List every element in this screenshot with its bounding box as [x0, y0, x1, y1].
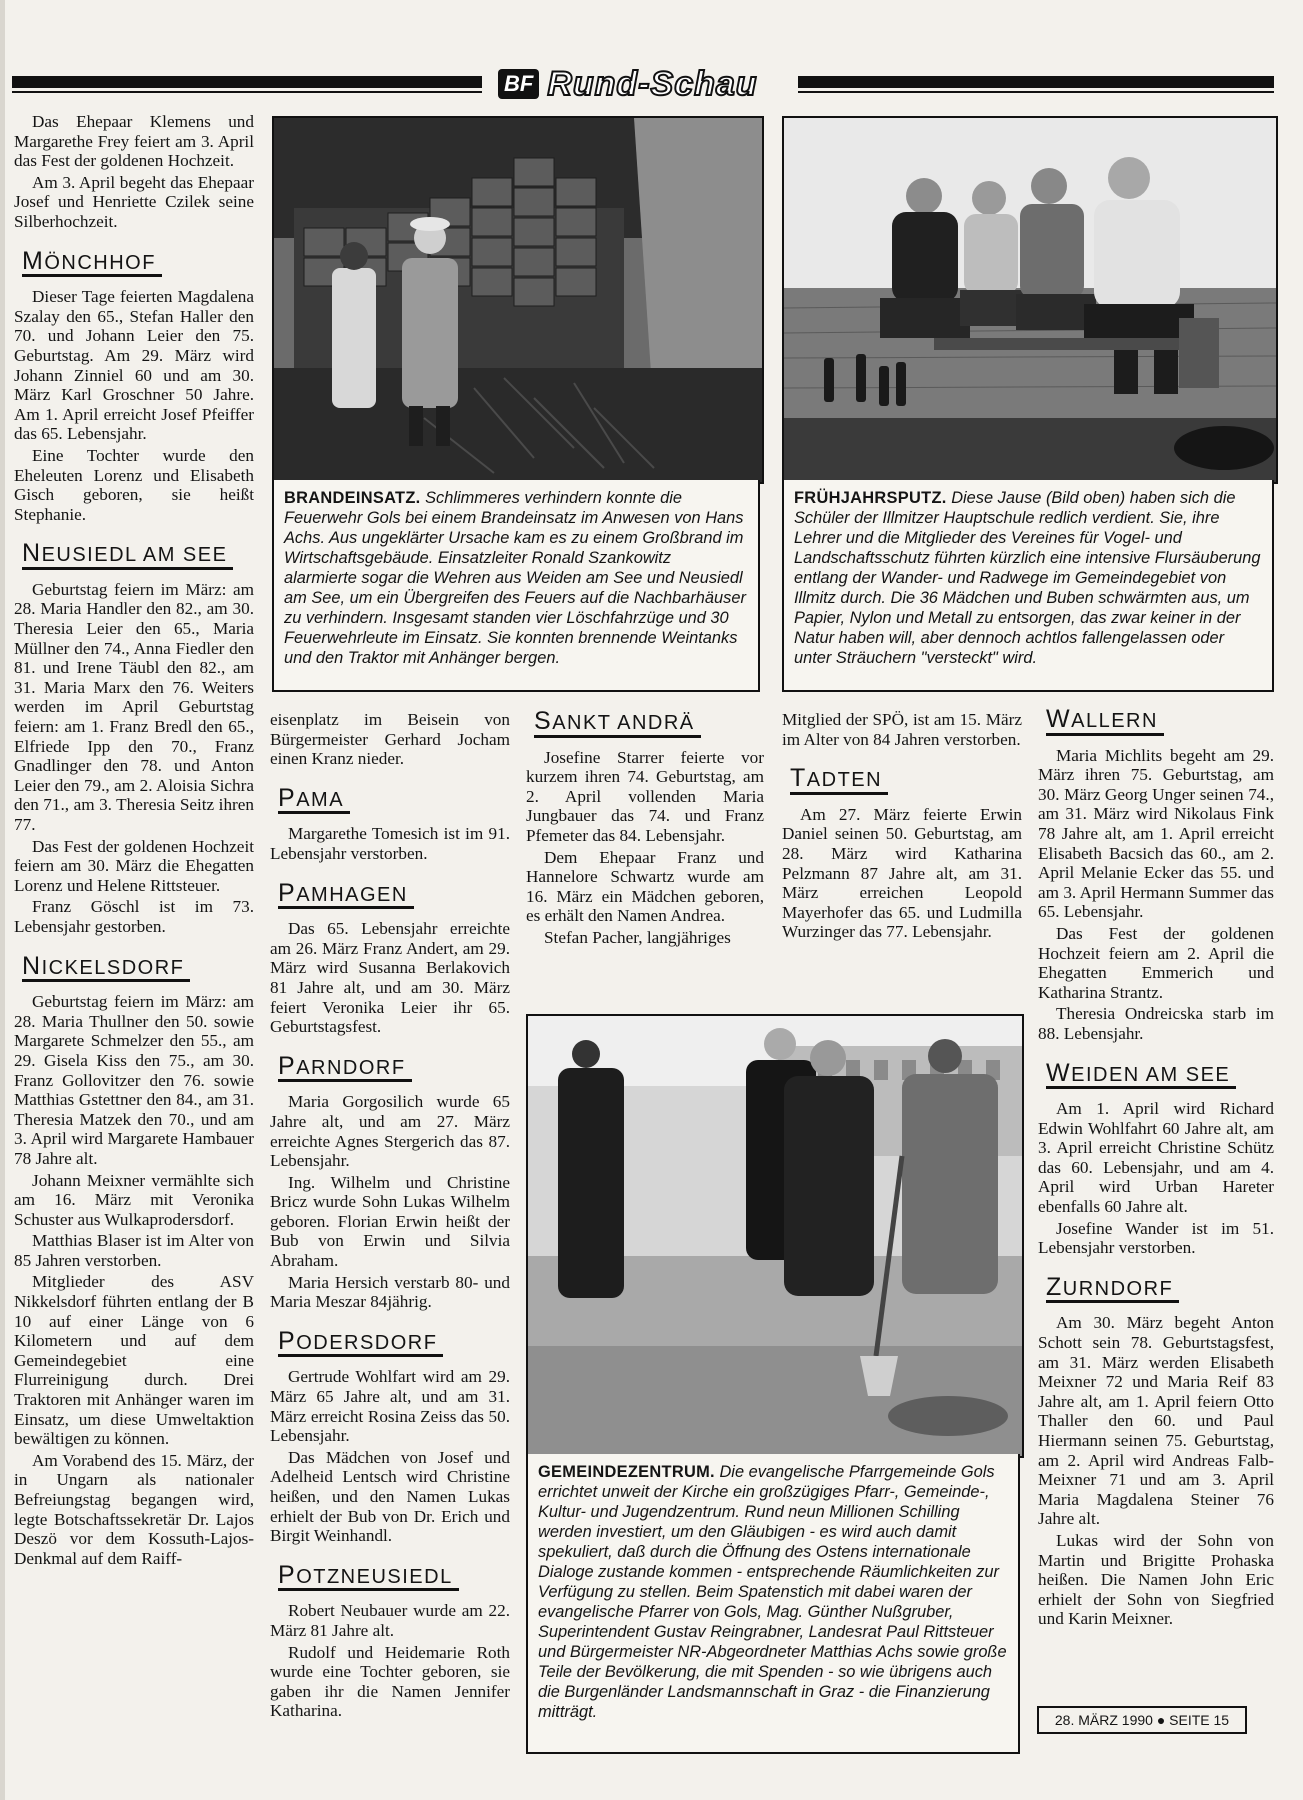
- photo-gemeindezentrum: [526, 1014, 1024, 1458]
- article-text: Maria Gorgosilich wurde 65 Jahre alt, und am 27. März erreichte Agnes Stergerich das 87. Lebensjahr.: [270, 1092, 510, 1171]
- article-text: Ing. Wilhelm und Christine Bricz wurde Sohn Lukas Wilhelm geboren. Florian Erwin heißt der Bub von Erwin und Silvia Abraham.: [270, 1172, 510, 1271]
- section-heading-wallern: WALLERN: [1046, 710, 1164, 736]
- section-heading-pama: PAMA: [278, 789, 350, 815]
- caption-text: Die evangelische Pfarrgemeinde Gols errichtet unweit der Kirche ein großzügiges Pfarr-, Gemeinde-, Kultur- und Jugendzentrum. Rund neun Millionen Schilling werden investiert, um den Gläubigen - es wird auch damit spekuliert, daß durch die Öffnung des Ostens internationale Dialoge zustande kommen - entsprechende Räumlichkeiten zur Verfügung zu stellen. Beim Spatenstich mit dabei waren der evangelische Pfarrer von Gols, Mag. Günther Nußgruber, Superintendent Gustav Reingrabner, Landesrat Paul Rittsteuer und Bürgermeister NR-Abgeordneter Matthias Achs sowie große Teile der Bevölkerung, die mit Spenden - so wie übrigens auch die Burgenländer Landsmannschaft in Graz - die Finanzierung mitträgt.: [538, 1463, 1007, 1721]
- article-text: Franz Göschl ist im 73. Lebensjahr gestorben.: [14, 897, 254, 936]
- column-4: [782, 710, 1022, 944]
- article-text: Maria Michlits begeht am 29. März ihren 75. Geburtstag, am 30. März Georg Unger seinen 74., am 31. März wird Nikolaus Fink 78 Jahre alt, am 1. April erreicht Elisabeth Bacsich das 60., am 2. April Melanie Ecker das 55. und am 3. April Hermann Summer das 65. Lebensjahr.: [1038, 745, 1274, 922]
- page-footer: 28. MÄRZ 1990 ● SEITE 15: [1037, 1706, 1247, 1734]
- logo-mark: BF: [498, 69, 539, 99]
- section-heading-neusiedl: NEUSIEDL AM SEE: [22, 544, 233, 570]
- article-text: Am 1. April wird Richard Edwin Wohlfahrt 60 Jahre alt, am 3. April erreicht Christine Schütz das 60. Lebensjahr, und am 4. April wird Urban Hareter ebenfalls 60 Jahre alt.: [1038, 1099, 1274, 1217]
- article-text: Dem Ehepaar Franz und Hannelore Schwartz wurde am 16. März ein Mädchen geboren, es erhält den Namen Andrea.: [526, 847, 764, 926]
- article-text: Das 65. Lebensjahr erreichte am 26. März Franz Andert, am 29. März wird Susanna Berlakovich 81 Jahre alt, und am 30. März feiert Veronika Leier ihr 65. Geburtstagsfest.: [270, 919, 510, 1037]
- article-text: Matthias Blaser ist im Alter von 85 Jahren verstorben.: [14, 1231, 254, 1270]
- photo-fruehjahrsputz: [782, 116, 1278, 484]
- header-rule-left: [12, 76, 482, 88]
- caption-fruehjahrsputz: [782, 480, 1274, 692]
- article-text: Am 30. März begeht Anton Schott sein 78. Geburtstagsfest, am 31. März werden Elisabeth Meixner 72 und Maria Reif 83 Jahre alt, am 1. April feiern Otto Thaller den 60. und Paul Hiermann seinen 75. Geburtstag, am 2. April wird Andreas Falb-Meixner 71 und am 3. April Maria Magdalena Steiner 76 Jahre alt.: [1038, 1313, 1274, 1529]
- caption-text: Schlimmeres verhindern konnte die Feuerwehr Gols bei einem Brandeinsatz im Anwesen von Hans Achs. Aus ungeklärter Ursache kam es zu einem Großbrand im Wirtschaftsgebäude. Einsatzleiter Ronald Szankowitz alarmierte sogar die Wehren aus Weiden am See und Neusiedl am See, um ein Übergreifen des Feuers auf die Nachbarhäuser zu verhindern. Insgesamt standen vier Löschfahrzüge und 30 Feuerwehrleute im Einsatz. Sie konnten brennende Weintanks und den Traktor mit Anhänger bergen.: [284, 489, 746, 667]
- section-heading-moenchhof: MÖNCHHOF: [22, 252, 162, 278]
- caption-title: FRÜHJAHRSPUTZ.: [794, 489, 947, 507]
- article-text: Das Fest der goldenen Hochzeit feiern am 2. April die Ehegatten Emmerich und Katharina Strantz.: [1038, 923, 1274, 1002]
- caption-text: Diese Jause (Bild oben) haben sich die Schüler der Illmitzer Hauptschule redlich verdient. Sie, ihre Lehrer und die Mitglieder des Vereines für Vogel- und Landschaftsschutz führten kürzlich eine intensive Flursäuberung entlang der Wander- und Radwege im Gemeindegebiet von Illmitz durch. Die 36 Mädchen und Buben schwärmten aus, um Papier, Nylon und Metall zu entsorgen, das zwar keiner in der Natur haben will, aber dennoch achtlos fallengelassen oder unter Sträuchern "versteckt" wird.: [794, 489, 1261, 667]
- article-text: Rudolf und Heidemarie Roth wurde eine Tochter geboren, sie gaben ihr die Namen Jennifer Katharina.: [270, 1642, 510, 1721]
- article-text: Margarethe Tomesich ist im 91. Lebensjahr verstorben.: [270, 824, 510, 863]
- article-text: eisenplatz im Beisein von Bürgermeister Gerhard Jocham einen Kranz nieder.: [270, 710, 510, 769]
- article-text: Mitglied der SPÖ, ist am 15. März im Alter von 84 Jahren verstorben.: [782, 710, 1022, 749]
- section-heading-potzneusiedl: POTZNEUSIEDL: [278, 1566, 459, 1592]
- caption-title: GEMEINDEZENTRUM.: [538, 1463, 715, 1481]
- article-text: Theresia Ondreicska starb im 88. Lebensjahr.: [1038, 1004, 1274, 1043]
- section-heading-podersdorf: PODERSDORF: [278, 1332, 443, 1358]
- article-text: Das Mädchen von Josef und Adelheid Lentsch wird Christine heißen, und den Namen Lukas erhielt der Bub von Dr. Erich und Birgit Weinhandl.: [270, 1447, 510, 1546]
- photo-brandeinsatz: [272, 116, 764, 484]
- column-1: [14, 112, 254, 1570]
- article-text: Lukas wird der Sohn von Martin und Brigitte Prohaska heißen. Die Namen John Eric erhielt der Sohn von Siegfried und Karin Meixner.: [1038, 1530, 1274, 1629]
- article-text: Geburtstag feiern im März: am 28. Maria Handler den 82., am 30. Theresia Leier den 65., Maria Müllner den 74., Anna Fiedler den 81. und Irene Täubl den 82., am 31. Maria Marx den 76. Weiters werden im April Geburtstag feiern: am 1. Franz Bredl den 65., Elfriede Ipp den 70., Franz Gnadlinger den 78. und Anton Leier den 79., am 2. Aloisia Sichra den 71., am 3. Theresia Seitz ihren 77.: [14, 579, 254, 834]
- article-text: Geburtstag feiern im März: am 28. Maria Thullner den 50. sowie Margarete Schmelzer den 55., am 29. Gisela Kiss den 75., am 30. Franz Gollovitzer den 76. sowie Matthias Gstettner den 84., am 31. Theresia Matzek den 70., und am 3. April wird Margarete Hambauer 78 Jahre alt.: [14, 992, 254, 1168]
- column-5: [1038, 700, 1274, 1631]
- section-heading-sankt-andrae: SANKT ANDRÄ: [534, 712, 701, 738]
- header-rule-right: [798, 76, 1274, 88]
- section-heading-pamhagen: PAMHAGEN: [278, 884, 414, 910]
- column-3: [526, 704, 764, 950]
- article-text: Eine Tochter wurde den Eheleuten Lorenz und Elisabeth Gisch geboren, sie heißt Stephanie.: [14, 445, 254, 524]
- logo-title: Rund-Schau: [547, 64, 758, 103]
- article-text: Am 3. April begeht das Ehepaar Josef und Henriette Czilek seine Silberhochzeit.: [14, 172, 254, 231]
- article-text: Das Ehepaar Klemens und Margarethe Frey feiert am 3. April das Fest der goldenen Hochzeit.: [14, 112, 254, 171]
- caption-brandeinsatz: [272, 480, 760, 692]
- section-heading-tadten: TADTEN: [790, 769, 888, 795]
- article-text: Maria Hersich verstarb 80- und Maria Meszar 84jährig.: [270, 1272, 510, 1312]
- section-heading-nickelsdorf: NICKELSDORF: [22, 957, 190, 983]
- article-text: Am Vorabend des 15. März, der in Ungarn als nationaler Befreiungstag begangen wird, legte Botschaftssekretär Dr. Lajos Deszö vor dem Kossuth-Lajos-Denkmal auf dem Raiff-: [14, 1450, 254, 1568]
- section-heading-parndorf: PARNDORF: [278, 1057, 412, 1083]
- section-heading-zurndorf: ZURNDORF: [1046, 1278, 1179, 1304]
- article-text: Mitglieder des ASV Nikkelsdorf führten entlang der B 10 auf einer Länge von 6 Kilometern und auf dem Gemeindegebiet eine Flurreinigung durch. Drei Traktoren mit Anhänger waren im Einsatz, um diese Umweltaktion bewältigen zu können.: [14, 1272, 254, 1449]
- article-text: Robert Neubauer wurde am 22. März 81 Jahre alt.: [270, 1601, 510, 1640]
- column-2: [270, 710, 510, 1723]
- caption-gemeindezentrum: [526, 1454, 1020, 1754]
- article-text: Stefan Pacher, langjähriges: [544, 927, 731, 947]
- section-heading-weiden: WEIDEN AM SEE: [1046, 1064, 1236, 1090]
- article-text: Gertrude Wohlfart wird am 29. März 65 Jahre alt, und am 31. März erreicht Rosina Zeiss das 50. Lebensjahr.: [270, 1367, 510, 1446]
- article-text: Josefine Starrer feierte vor kurzem ihren 74. Geburtstag, am 2. April vollenden Maria Jungbauer das 74. und Franz Pfemeter das 84. Lebensjahr.: [526, 747, 764, 845]
- article-text: Johann Meixner vermählte sich am 16. März mit Veronika Schuster aus Wulkaprodersdorf.: [14, 1170, 254, 1229]
- article-text: Dieser Tage feierten Magdalena Szalay den 65., Stefan Haller den 70. und Johann Leier den 75. Geburtstag. Am 29. März wird Johann Zinniel 60 und am 30. März Karl Groschner 50 Jahre. Am 1. April erreicht Josef Pfeiffer das 65. Lebensjahr.: [14, 287, 254, 444]
- section-logo: [498, 64, 788, 104]
- article-text: Am 27. März feierte Erwin Daniel seinen 50. Geburtstag, am 28. März wird Katharina Pelzmann 87 Jahre alt, am 31. März erreichen Leopold Mayerhofer das 65. und Ludmilla Wurzinger das 77. Lebensjahr.: [782, 804, 1022, 942]
- caption-title: BRANDEINSATZ.: [284, 489, 421, 507]
- article-text: Josefine Wander ist im 51. Lebensjahr verstorben.: [1038, 1218, 1274, 1258]
- page-edge: [0, 0, 5, 1800]
- article-text: Das Fest der goldenen Hochzeit feiern am 30. März die Ehegatten Lorenz und Helene Rittsteuer.: [14, 836, 254, 895]
